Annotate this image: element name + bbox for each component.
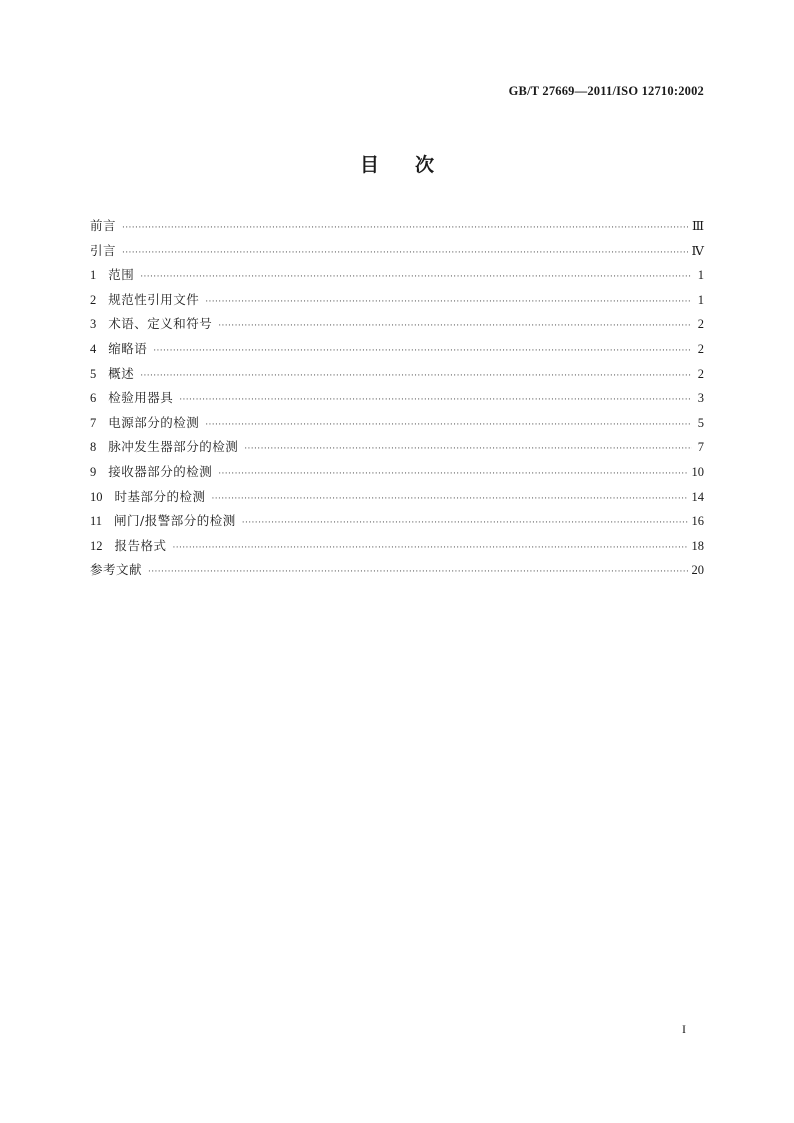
toc-entry-label: 缩略语 [108,340,148,356]
standard-code: GB/T 27669—2011/ISO 12710:2002 [508,84,704,98]
toc-leader-dots [122,248,687,258]
toc-entry-page: 7 [697,440,704,455]
toc-entry-page: 20 [691,563,704,578]
toc-leader-dots [140,272,692,282]
toc-entry[interactable] [90,265,704,290]
toc-entry-number: 7 [90,415,97,430]
toc-leader-dots [242,518,688,528]
toc-entry-label: 概述 [108,365,135,381]
toc-entry-page: 2 [697,341,704,356]
toc-leader-dots [218,321,692,331]
toc-leader-dots [218,469,687,479]
toc-entry[interactable] [90,536,704,561]
toc-entry[interactable] [90,413,704,438]
toc-entry-number: 5 [90,366,97,381]
toc-leader-dots [153,346,692,356]
toc-entry-label: 报告格式 [114,537,167,553]
toc-leader-dots [205,297,692,307]
toc-entry-number: 4 [90,341,97,356]
toc-entry-label: 电源部分的检测 [108,414,200,430]
toc-entry-page: 14 [691,489,704,504]
toc-entry-page: Ⅲ [691,219,704,233]
toc-leader-dots [148,567,687,577]
toc-entry-label: 时基部分的检测 [114,488,206,504]
toc-entry-number: 11 [90,514,103,529]
toc-entry[interactable] [90,437,704,462]
toc-entry-label: 脉冲发生器部分的检测 [108,439,239,455]
toc-entry-label: 术语、定义和符号 [108,316,213,332]
toc-entry-page: 10 [691,464,704,479]
toc-leader-dots [244,444,692,454]
toc-entry[interactable] [90,216,704,241]
toc-entry[interactable] [90,364,704,389]
toc-entry[interactable] [90,290,704,315]
toc-entry[interactable] [90,339,704,364]
toc-entry-label: 规范性引用文件 [108,291,200,307]
toc-entry-label: 接收器部分的检测 [108,463,213,479]
page-number: I [682,1022,686,1036]
toc-entry-number: 8 [90,440,97,455]
toc-entry[interactable] [90,487,704,512]
toc-entry-page: 2 [697,366,704,381]
toc-entry-page: 2 [697,317,704,332]
toc-leader-dots [205,420,692,430]
toc-entry-page: 1 [697,268,704,283]
toc-entry[interactable] [90,241,704,266]
toc-entry[interactable] [90,560,704,585]
toc-entry-number: 6 [90,391,97,406]
toc-entry-page: 16 [691,514,704,529]
toc-entry-number: 10 [90,489,103,504]
toc-leader-dots [179,395,692,405]
toc-entry-page: 1 [697,292,704,307]
toc-entry[interactable] [90,388,704,413]
toc-entry-label: 前言 [90,218,117,233]
toc-entry-label: 范围 [108,267,135,283]
toc-entry-label: 引言 [90,242,117,258]
toc-entry-label: 参考文献 [90,562,143,578]
toc-entry-label: 检验用器具 [108,390,174,406]
toc-entry-page: 18 [691,538,704,553]
toc-entry-number: 3 [90,317,97,332]
toc-entry-number: 9 [90,464,97,479]
table-of-contents [90,216,704,585]
page-title: 目次 [359,154,470,176]
toc-leader-dots [140,371,692,381]
toc-entry[interactable] [90,314,704,339]
toc-leader-dots [173,543,688,553]
toc-entry[interactable] [90,462,704,487]
toc-entry-number: 2 [90,292,97,307]
toc-entry-page: 5 [697,415,704,430]
toc-entry-page: Ⅳ [691,243,704,258]
toc-entry-label: 闸门/报警部分的检测 [114,513,236,529]
toc-leader-dots [212,494,688,504]
toc-entry[interactable] [90,511,704,536]
toc-entry-number: 1 [90,268,97,283]
toc-leader-dots [122,223,688,233]
toc-entry-page: 3 [697,391,704,406]
toc-entry-number: 12 [90,538,103,553]
